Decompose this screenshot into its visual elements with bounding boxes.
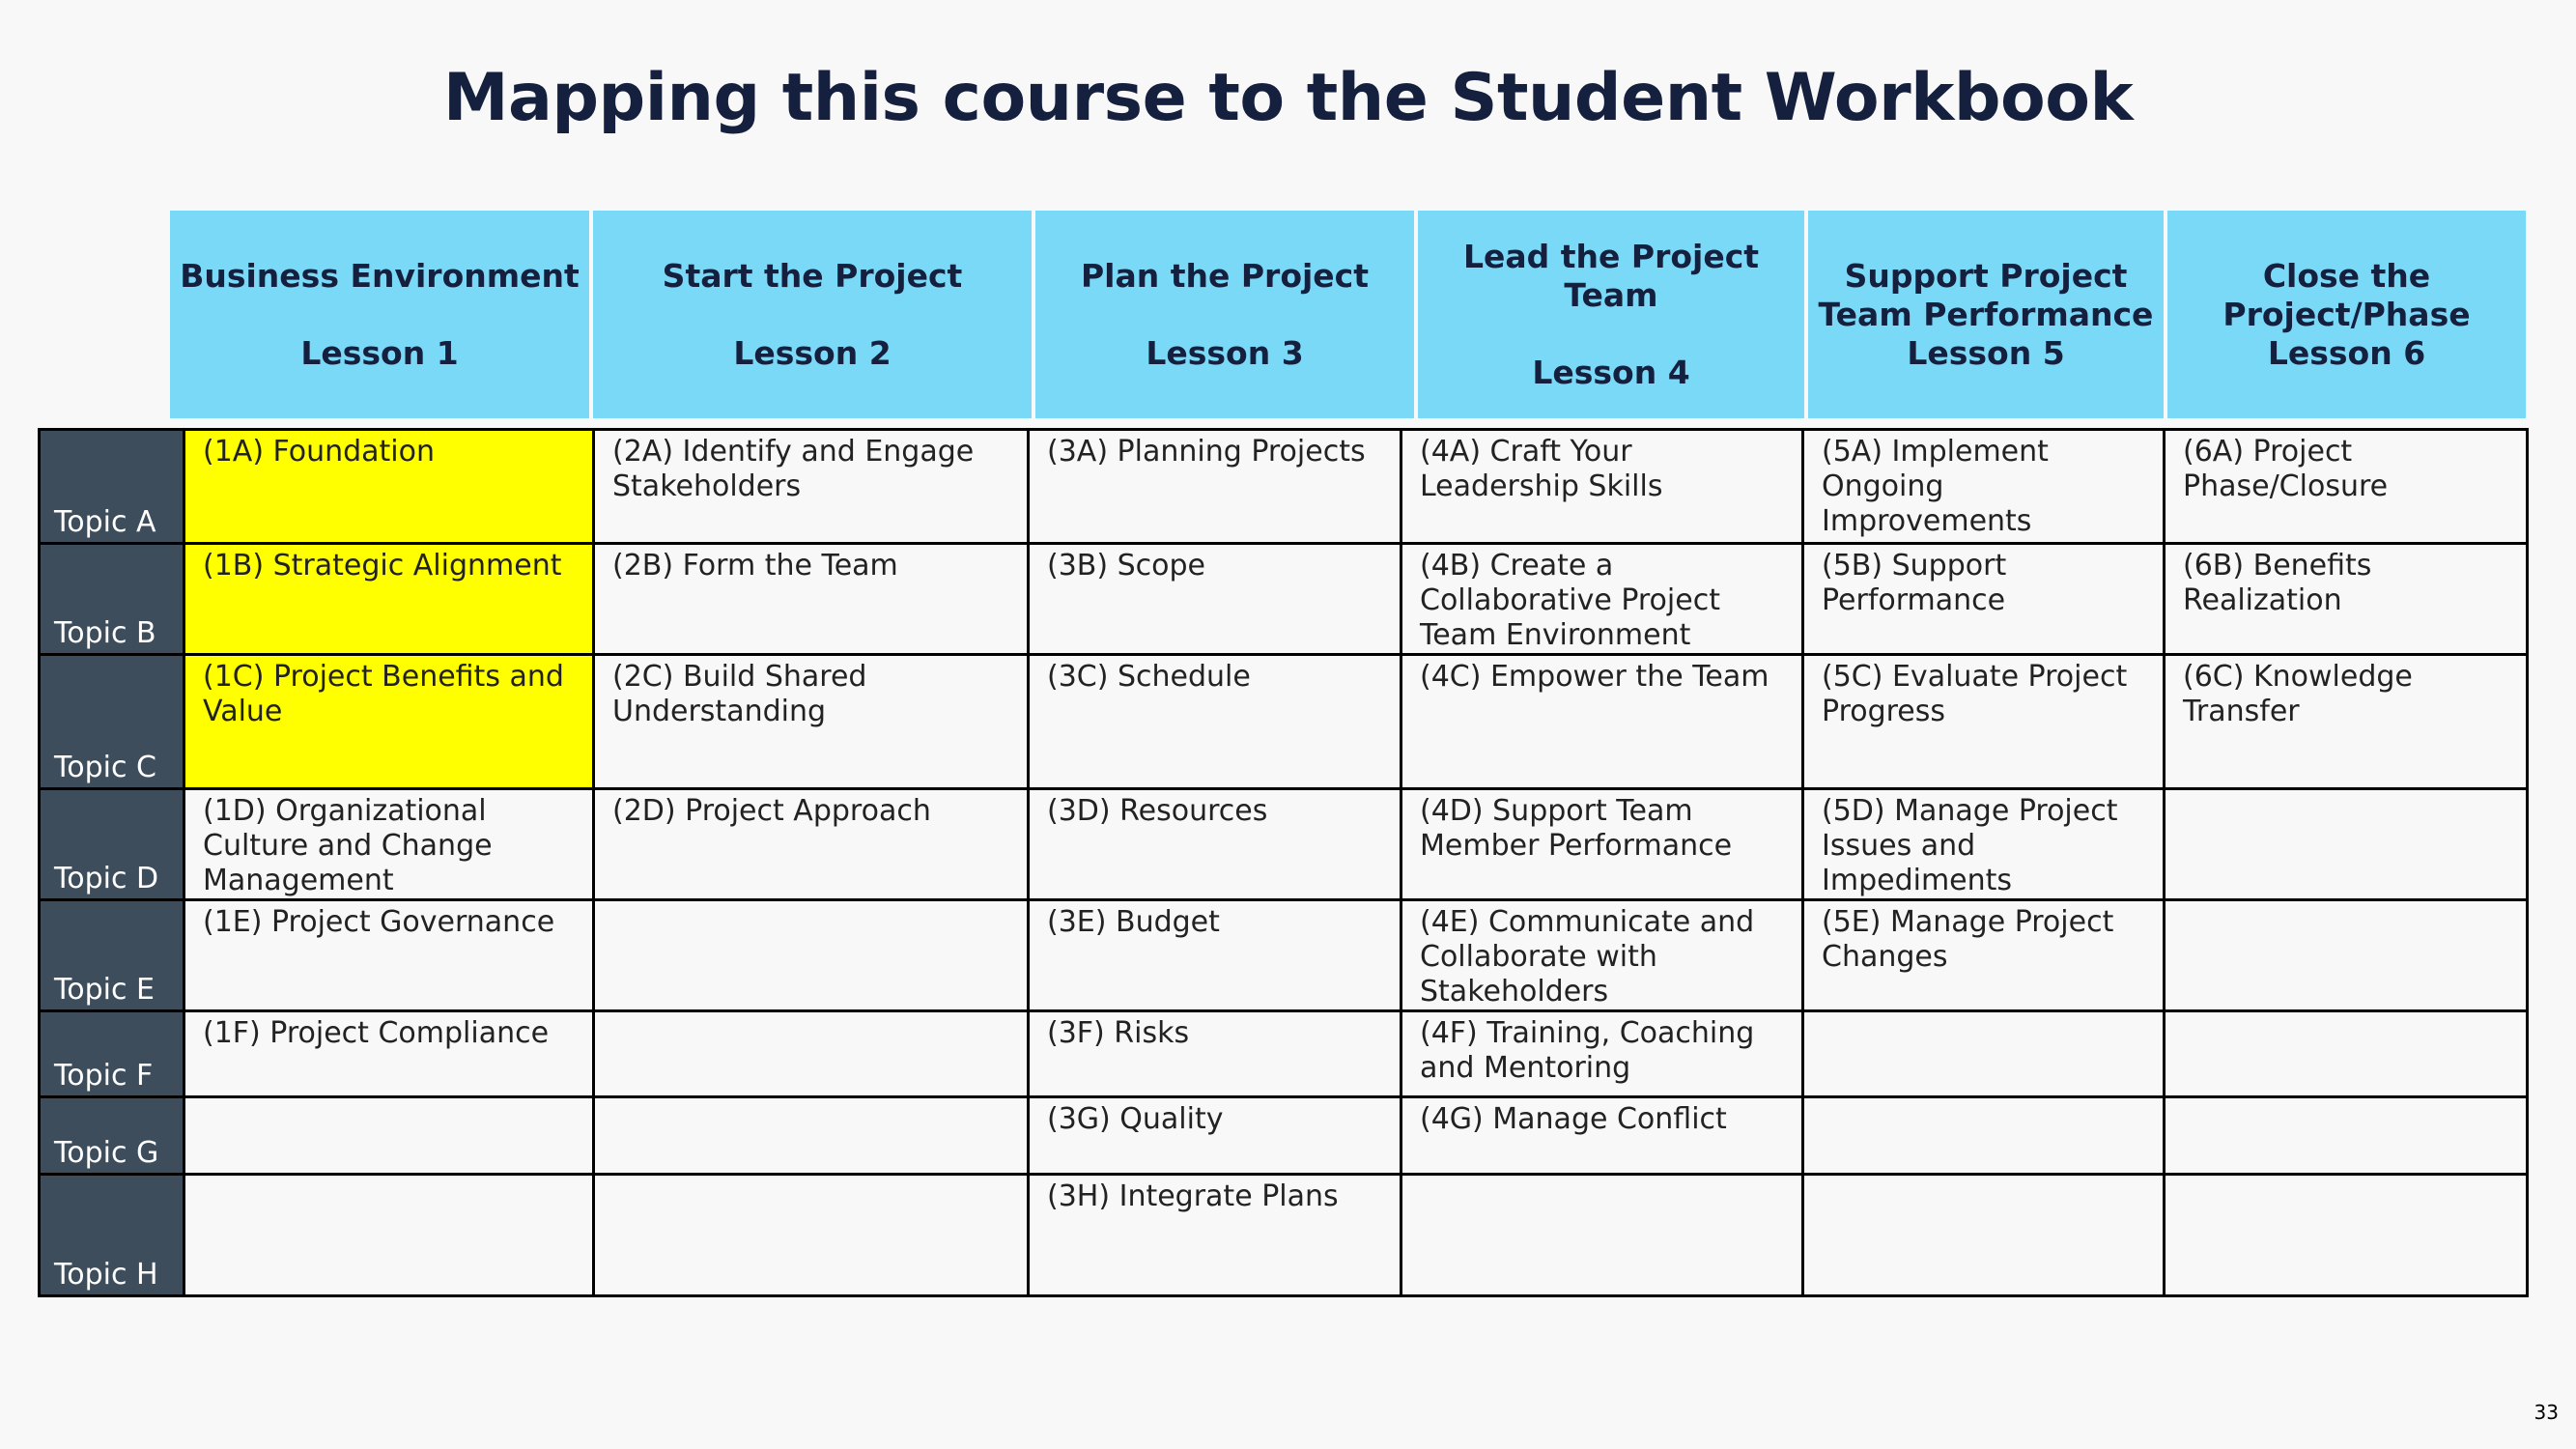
table-cell: (4F) Training, Coaching and Mentoring xyxy=(1401,1011,1803,1097)
table-cell: (4B) Create a Collaborative Project Team Environment xyxy=(1401,544,1803,655)
topic-grid xyxy=(38,428,2529,1297)
lesson-name: Business Environment xyxy=(180,256,580,295)
grid-body xyxy=(40,430,2528,1296)
topic-label: Topic F xyxy=(40,1011,184,1097)
topic-label: Topic A xyxy=(40,430,184,544)
table-cell: (2C) Build Shared Understanding xyxy=(594,655,1029,789)
lesson-number: Lesson 6 xyxy=(2267,333,2426,372)
table-cell: (6A) Project Phase/Closure xyxy=(2165,430,2528,544)
table-cell: (1F) Project Compliance xyxy=(184,1011,594,1097)
table-cell: (5E) Manage Project Changes xyxy=(1803,900,2165,1011)
lesson-name: Start the Project xyxy=(662,256,963,295)
table-cell xyxy=(1803,1175,2165,1296)
table-row xyxy=(40,544,2528,655)
table-cell: (2A) Identify and Engage Stakeholders xyxy=(594,430,1029,544)
topic-label: Topic B xyxy=(40,544,184,655)
table-cell: (2D) Project Approach xyxy=(594,789,1029,900)
topic-label: Topic G xyxy=(40,1097,184,1175)
page-title: Mapping this course to the Student Workbook xyxy=(442,60,2134,136)
lesson-header-3 xyxy=(1035,211,1414,418)
table-cell xyxy=(1803,1011,2165,1097)
lesson-name: Close the Project/Phase xyxy=(2222,256,2471,333)
table-cell: (3A) Planning Projects xyxy=(1029,430,1401,544)
lesson-name: Lead the Project Team xyxy=(1462,237,1760,314)
lesson-number: Lesson 2 xyxy=(733,333,892,372)
lesson-number: Lesson 1 xyxy=(300,333,459,372)
lesson-number: Lesson 5 xyxy=(1907,333,2065,372)
table-cell: (4D) Support Team Member Performance xyxy=(1401,789,1803,900)
lesson-header-2 xyxy=(593,211,1032,418)
topic-label: Topic D xyxy=(40,789,184,900)
table-cell: (6B) Benefits Realization xyxy=(2165,544,2528,655)
lesson-header-4 xyxy=(1418,211,1804,418)
table-cell xyxy=(2165,900,2528,1011)
table-row xyxy=(40,1175,2528,1296)
table-cell xyxy=(2165,1097,2528,1175)
table-cell: (1A) Foundation xyxy=(184,430,594,544)
lesson-name: Plan the Project xyxy=(1080,256,1370,295)
table-cell xyxy=(2165,789,2528,900)
table-cell xyxy=(184,1175,594,1296)
lesson-name: Support Project Team Performance xyxy=(1818,256,2154,333)
table-cell: (4E) Communicate and Collaborate with Stakeholders xyxy=(1401,900,1803,1011)
page-number: 33 xyxy=(2534,1401,2559,1424)
table-cell xyxy=(594,1175,1029,1296)
lesson-header-5 xyxy=(1808,211,2164,418)
lesson-number: Lesson 4 xyxy=(1532,353,1690,391)
table-cell: (5D) Manage Project Issues and Impediments xyxy=(1803,789,2165,900)
topic-label: Topic H xyxy=(40,1175,184,1296)
lesson-number: Lesson 3 xyxy=(1146,333,1304,372)
table-cell: (4G) Manage Conflict xyxy=(1401,1097,1803,1175)
table-cell xyxy=(1401,1175,1803,1296)
table-cell xyxy=(594,1097,1029,1175)
topic-label: Topic C xyxy=(40,655,184,789)
table-cell: (3E) Budget xyxy=(1029,900,1401,1011)
table-cell xyxy=(184,1097,594,1175)
table-cell: (2B) Form the Team xyxy=(594,544,1029,655)
table-cell: (4C) Empower the Team xyxy=(1401,655,1803,789)
table-row xyxy=(40,1011,2528,1097)
table-row xyxy=(40,430,2528,544)
table-cell: (5A) Implement Ongoing Improvements xyxy=(1803,430,2165,544)
table-cell: (6C) Knowledge Transfer xyxy=(2165,655,2528,789)
table-cell xyxy=(2165,1011,2528,1097)
topic-label: Topic E xyxy=(40,900,184,1011)
table-cell: (1E) Project Governance xyxy=(184,900,594,1011)
table-cell: (4A) Craft Your Leadership Skills xyxy=(1401,430,1803,544)
table-cell: (3B) Scope xyxy=(1029,544,1401,655)
table-cell xyxy=(2165,1175,2528,1296)
table-cell: (3F) Risks xyxy=(1029,1011,1401,1097)
table-cell xyxy=(594,900,1029,1011)
table-cell: (3G) Quality xyxy=(1029,1097,1401,1175)
table-row xyxy=(40,789,2528,900)
table-cell: (1D) Organizational Culture and Change Management xyxy=(184,789,594,900)
table-cell: (1B) Strategic Alignment xyxy=(184,544,594,655)
table-cell: (3C) Schedule xyxy=(1029,655,1401,789)
table-row xyxy=(40,655,2528,789)
table-row xyxy=(40,1097,2528,1175)
table-cell: (1C) Project Benefits and Value xyxy=(184,655,594,789)
table-cell: (5C) Evaluate Project Progress xyxy=(1803,655,2165,789)
table-row xyxy=(40,900,2528,1011)
table-cell xyxy=(594,1011,1029,1097)
lesson-header-1 xyxy=(170,211,589,418)
lesson-header-6 xyxy=(2167,211,2526,418)
table-cell xyxy=(1803,1097,2165,1175)
table-cell: (3D) Resources xyxy=(1029,789,1401,900)
lesson-header-row xyxy=(170,211,2524,418)
table-cell: (5B) Support Performance xyxy=(1803,544,2165,655)
table-cell: (3H) Integrate Plans xyxy=(1029,1175,1401,1296)
